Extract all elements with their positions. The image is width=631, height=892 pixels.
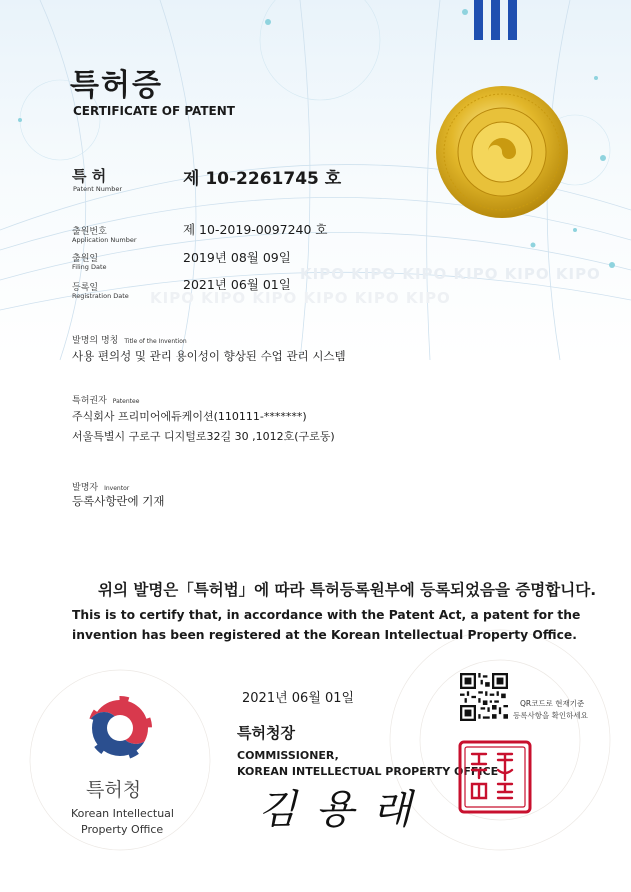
patent-number-label-ko: 특 허 (72, 167, 107, 185)
declaration-en: This is to certify that, in accordance with the Patent Act, a patent for the invention has been registered at the Korean Intellectual Property Office. (72, 608, 581, 642)
declaration-ko: 위의 발명은「특허법」에 따라 특허등록원부에 등록되었음을 증명합니다. (98, 581, 597, 599)
ribbon-middle (491, 0, 500, 40)
kipo-watermark: KIPO KIPO KIPO KIPO KIPO KIPO (300, 265, 601, 283)
registration-date-label-ko: 등록일 (72, 283, 99, 293)
kipo-logo-icon (82, 690, 158, 766)
qr-code-icon (460, 673, 508, 721)
certificate-subtitle: CERTIFICATE OF PATENT (73, 104, 235, 118)
application-number-value: 제 10-2019-0097240 호 (183, 222, 328, 237)
invention-label-ko: 발명의 명칭 (72, 336, 119, 346)
kipo-watermark-2: KIPO KIPO KIPO KIPO KIPO KIPO (150, 289, 451, 307)
gold-seal-icon (436, 86, 568, 218)
qr-note-line1: QR코드로 현재기준 (520, 699, 585, 708)
patent-number-value: 제 10-2261745 호 (183, 169, 342, 189)
office-name-ko: 특허청 (86, 779, 142, 801)
patentee-address: 서울특별시 구로구 디지털로32길 30 ,1012호(구로동) (72, 430, 335, 443)
inventor-value: 등록사항란에 기재 (72, 494, 165, 508)
filing-date-label-en: Filing Date (72, 263, 107, 271)
filing-date-label-ko: 출원일 (72, 254, 99, 264)
ribbon-right (508, 0, 517, 40)
patentee-label (72, 393, 139, 406)
official-seal-stamp-icon (458, 740, 532, 814)
invention-label-en: Title of the Invention (124, 338, 187, 345)
registration-date-label-en: Registration Date (72, 292, 129, 300)
patentee-label-en: Patentee (112, 398, 140, 405)
invention-title: 사용 편의성 및 관리 용이성이 향상된 수업 관리 시스템 (72, 349, 346, 363)
inventor-label-en: Inventor (104, 485, 130, 492)
patent-number-label-en: Patent Number (73, 185, 123, 193)
commissioner-signature: 김 용 래 (258, 787, 415, 833)
qr-note-line2: 등록사항을 확인하세요 (513, 711, 588, 720)
commissioner-title-ko: 특허청장 (237, 724, 295, 742)
patentee-label-ko: 특허권자 (72, 396, 107, 406)
certificate-title: 특허증 (70, 68, 163, 103)
issue-date: 2021년 06월 01일 (242, 691, 355, 706)
commissioner-title-en-1: COMMISSIONER, (237, 749, 339, 762)
filing-date-value: 2019년 08월 09일 (183, 250, 291, 265)
inventor-label-ko: 발명자 (72, 483, 99, 493)
commissioner-title-en-2: KOREAN INTELLECTUAL PROPERTY OFFICE (237, 765, 499, 778)
invention-label (72, 333, 187, 346)
office-name-en-1: Korean Intellectual (71, 807, 174, 820)
application-number-label-en: Application Number (72, 236, 137, 244)
office-name-en-2: Property Office (81, 823, 164, 836)
ribbon-left (474, 0, 483, 40)
inventor-label (72, 480, 129, 493)
application-number-label-ko: 출원번호 (72, 227, 107, 237)
patentee-name: 주식회사 프리미어에듀케이션(110111-*******) (72, 410, 307, 423)
registration-date-value: 2021년 06월 01일 (183, 277, 291, 292)
